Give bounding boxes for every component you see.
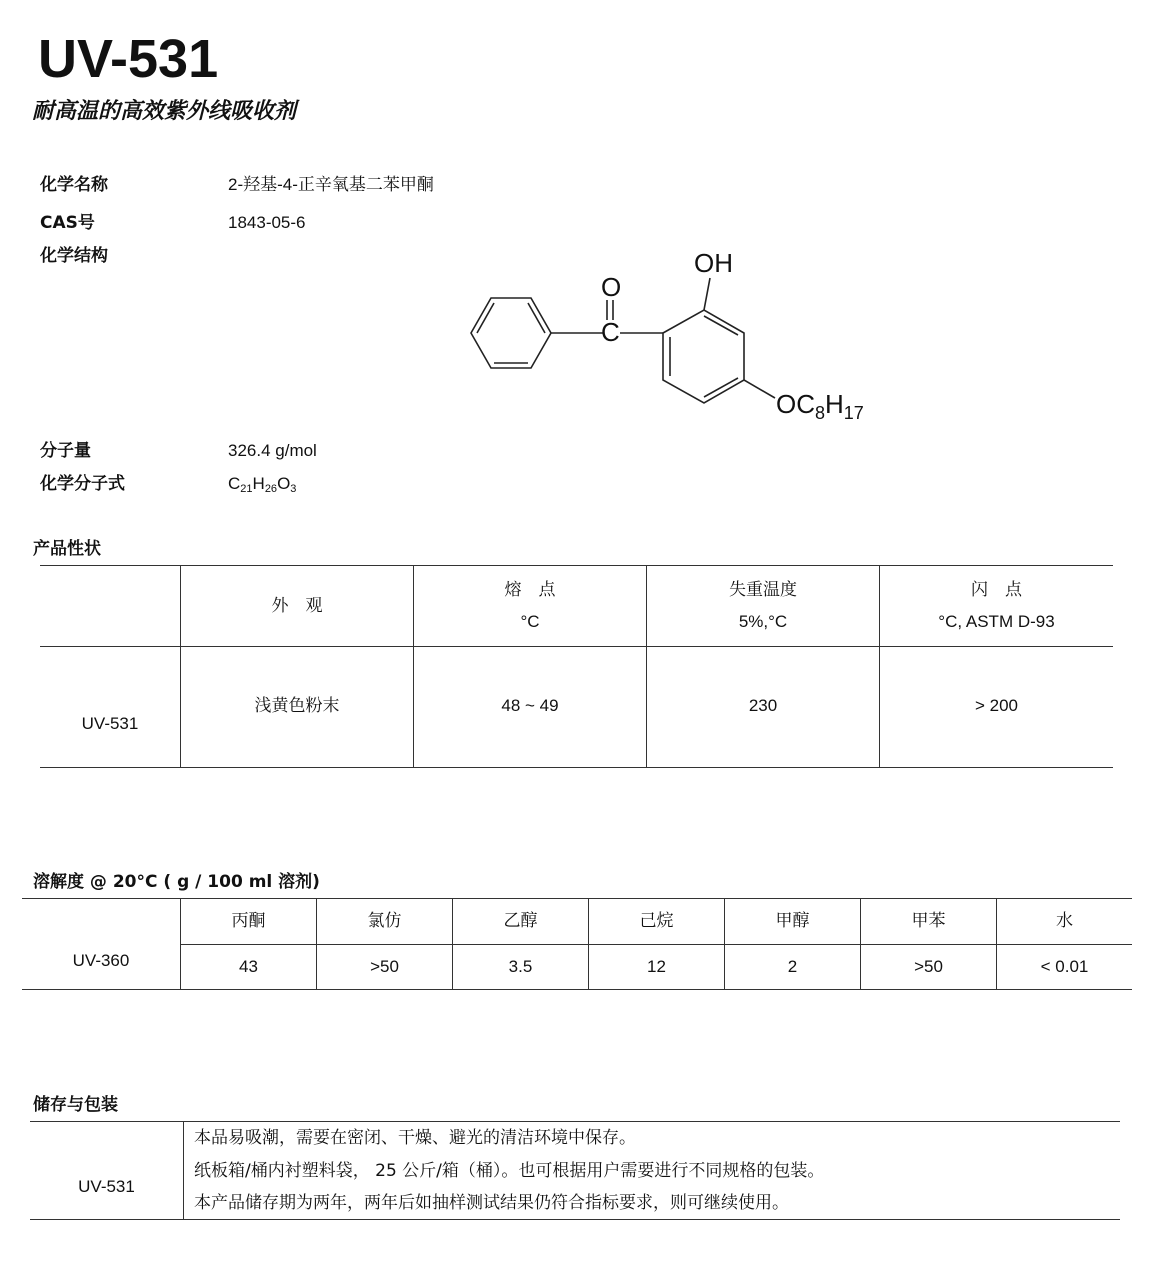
chem-name-label: 化学名称 xyxy=(40,175,108,195)
solubility-methanol-value: 2 xyxy=(787,957,798,976)
solvent-water: 水 xyxy=(1056,911,1073,930)
carbonyl-c-label: C xyxy=(601,317,620,347)
solvent-acetone: 丙酮 xyxy=(231,911,266,930)
structure-label: 化学结构 xyxy=(40,246,108,266)
header-flash-point: 闪 点 °C, ASTM D-93 xyxy=(938,580,1055,631)
oh-label: OH xyxy=(694,248,733,278)
properties-section-title: 产品性状 xyxy=(33,539,101,559)
mw-value: 326.4 g/mol xyxy=(228,441,317,460)
value-weight-loss-temp: 230 xyxy=(748,696,778,715)
value-melting-point: 48 ~ 49 xyxy=(501,696,559,715)
solubility-hexane-value: 12 xyxy=(647,957,666,976)
value-flash-point: > 200 xyxy=(974,696,1018,715)
solubility-acetone-value: 43 xyxy=(239,957,258,976)
chem-name-value: 2-羟基-4-正辛氧基二苯甲酮 xyxy=(228,175,434,194)
carbonyl-o-label: O xyxy=(601,272,622,302)
formula-value: $C_{21}H_{26}O_3$ xyxy=(228,474,297,495)
header-melting-point: 熔 点 °C xyxy=(504,580,556,631)
header-weight-loss-temp: 失重温度 5%,°C xyxy=(729,580,797,631)
storage-row-label: UV-531 xyxy=(78,1177,135,1196)
benzene-ring xyxy=(471,298,551,368)
octyloxy-label: $OC_8H_{17}$ xyxy=(776,389,864,423)
solvent-hexane: 己烷 xyxy=(639,911,674,930)
header-appearance: 外 观 xyxy=(271,596,323,615)
solvent-ethanol: 乙醇 xyxy=(503,911,538,930)
solvent-chloroform: 氯仿 xyxy=(367,911,402,930)
chemical-structure-diagram xyxy=(440,240,900,430)
cas-value: 1843-05-6 xyxy=(228,213,306,232)
cas-label: CAS号 xyxy=(40,213,95,233)
storage-section-title: 储存与包装 xyxy=(33,1095,118,1115)
solubility-toluene-value: >50 xyxy=(914,957,943,976)
value-appearance: 浅黄色粉末 xyxy=(254,696,340,715)
page-title: UV-531 xyxy=(38,29,219,89)
phenol-ring xyxy=(663,310,744,403)
solubility-section-title: 溶解度 @ 20°C ( g / 100 ml 溶剂) xyxy=(33,872,320,892)
storage-line-3: 本产品储存期为两年，两年后如抽样测试结果仍符合指标要求，则可继续使用。 xyxy=(194,1193,789,1213)
page-subtitle: 耐高温的高效紫外线吸收剂 xyxy=(32,99,297,124)
solubility-ethanol-value: 3.5 xyxy=(508,957,533,976)
solubility-chloroform-value: >50 xyxy=(370,957,399,976)
solubility-water-value: < 0.01 xyxy=(1040,957,1089,976)
solvent-toluene: 甲苯 xyxy=(911,911,946,930)
formula-label: 化学分子式 xyxy=(40,474,125,494)
mw-label: 分子量 xyxy=(40,441,91,461)
solvent-methanol: 甲醇 xyxy=(775,911,810,930)
storage-line-2: 纸板箱/桶内衬塑料袋， 25 公斤/箱（桶）。也可根据用户需要进行不同规格的包装。 xyxy=(194,1161,825,1181)
solubility-row-label: UV-360 xyxy=(72,951,130,970)
properties-row-label: UV-531 xyxy=(81,714,139,733)
storage-line-1: 本品易吸潮，需要在密闭、干燥、避光的清洁环境中保存。 xyxy=(194,1128,636,1148)
